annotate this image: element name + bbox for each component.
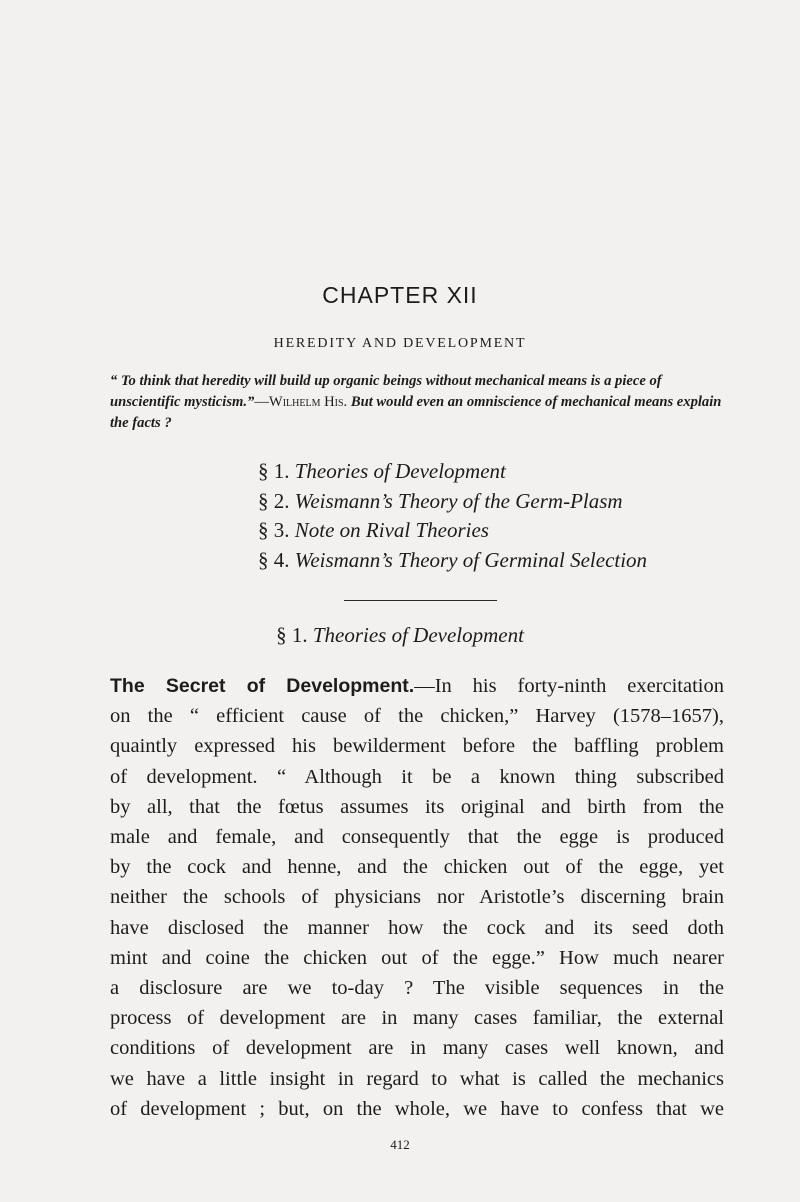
chapter-title: CHAPTER XII	[322, 282, 478, 308]
contents-section-title: Note on Rival Theories	[294, 518, 489, 542]
contents-entry	[258, 516, 647, 546]
page-number: 412	[390, 1137, 410, 1152]
section-heading	[0, 623, 800, 648]
body-line: we have a little insight in regard to what is called the mechanics	[110, 1067, 724, 1090]
body-line-text: —In his forty-ninth exercitation	[414, 675, 724, 697]
body-line: have disclosed the manner how the cock and its seed doth	[110, 916, 724, 939]
body-line: neither the schools of physicians nor Aristotle’s discerning brain	[110, 886, 724, 909]
contents-section-number: § 1.	[258, 459, 290, 483]
epigraph-attribution: —Wilhelm His.	[254, 394, 348, 410]
section-heading-title: Theories of Development	[312, 623, 524, 647]
body-line: of development ; but, on the whole, we have to confess that we	[110, 1097, 724, 1120]
epigraph	[110, 371, 722, 434]
contents-entry	[258, 487, 647, 517]
contents-section-title: Theories of Development	[294, 459, 506, 483]
body-line: process of development are in many cases familiar, the external	[110, 1007, 724, 1030]
body-line: a disclosure are we to-day ? The visible sequences in the	[110, 977, 724, 1000]
contents-section-number: § 3.	[258, 518, 290, 542]
body-line: of development. “ Although it be a known thing subscribed	[110, 765, 724, 788]
body-line: on the “ efficient cause of the chicken,” Harvey (1578–1657),	[110, 705, 724, 728]
contents-section-number: § 2.	[258, 488, 290, 513]
section-divider	[344, 600, 497, 601]
body-paragraph	[110, 671, 724, 1124]
section-contents	[258, 457, 647, 575]
contents-section-number: § 4.	[258, 547, 290, 572]
body-line: conditions of development are in many cases well known, and	[110, 1037, 724, 1060]
run-in-heading: The Secret of Development.	[110, 675, 415, 697]
section-heading-number: § 1.	[276, 623, 308, 647]
epigraph-reply: But would even an omniscience of mechanical means explain the facts ?	[110, 394, 722, 431]
contents-entry	[258, 457, 647, 487]
contents-section-title: Weismann’s Theory of the Germ-Plasm	[294, 488, 623, 513]
contents-section-title: Weismann’s Theory of Germinal Selection	[294, 547, 648, 572]
contents-entry	[258, 546, 647, 576]
body-line: male and female, and consequently that the egge is produced	[110, 826, 724, 849]
chapter-subtitle: HEREDITY AND DEVELOPMENT	[273, 336, 527, 351]
body-line: quaintly expressed his bewilderment before the baffling problem	[110, 735, 724, 758]
body-line: mint and coine the chicken out of the egge.” How much nearer	[110, 946, 724, 969]
body-line: by the cock and henne, and the chicken out of the egge, yet	[110, 856, 724, 879]
body-line: by all, that the fœtus assumes its original and birth from the	[110, 795, 724, 818]
epigraph-quote: “ To think that heredity will build up organic beings without mechanical means is a piece of unscientific mysticism.”	[110, 373, 662, 410]
body-line	[110, 671, 724, 701]
